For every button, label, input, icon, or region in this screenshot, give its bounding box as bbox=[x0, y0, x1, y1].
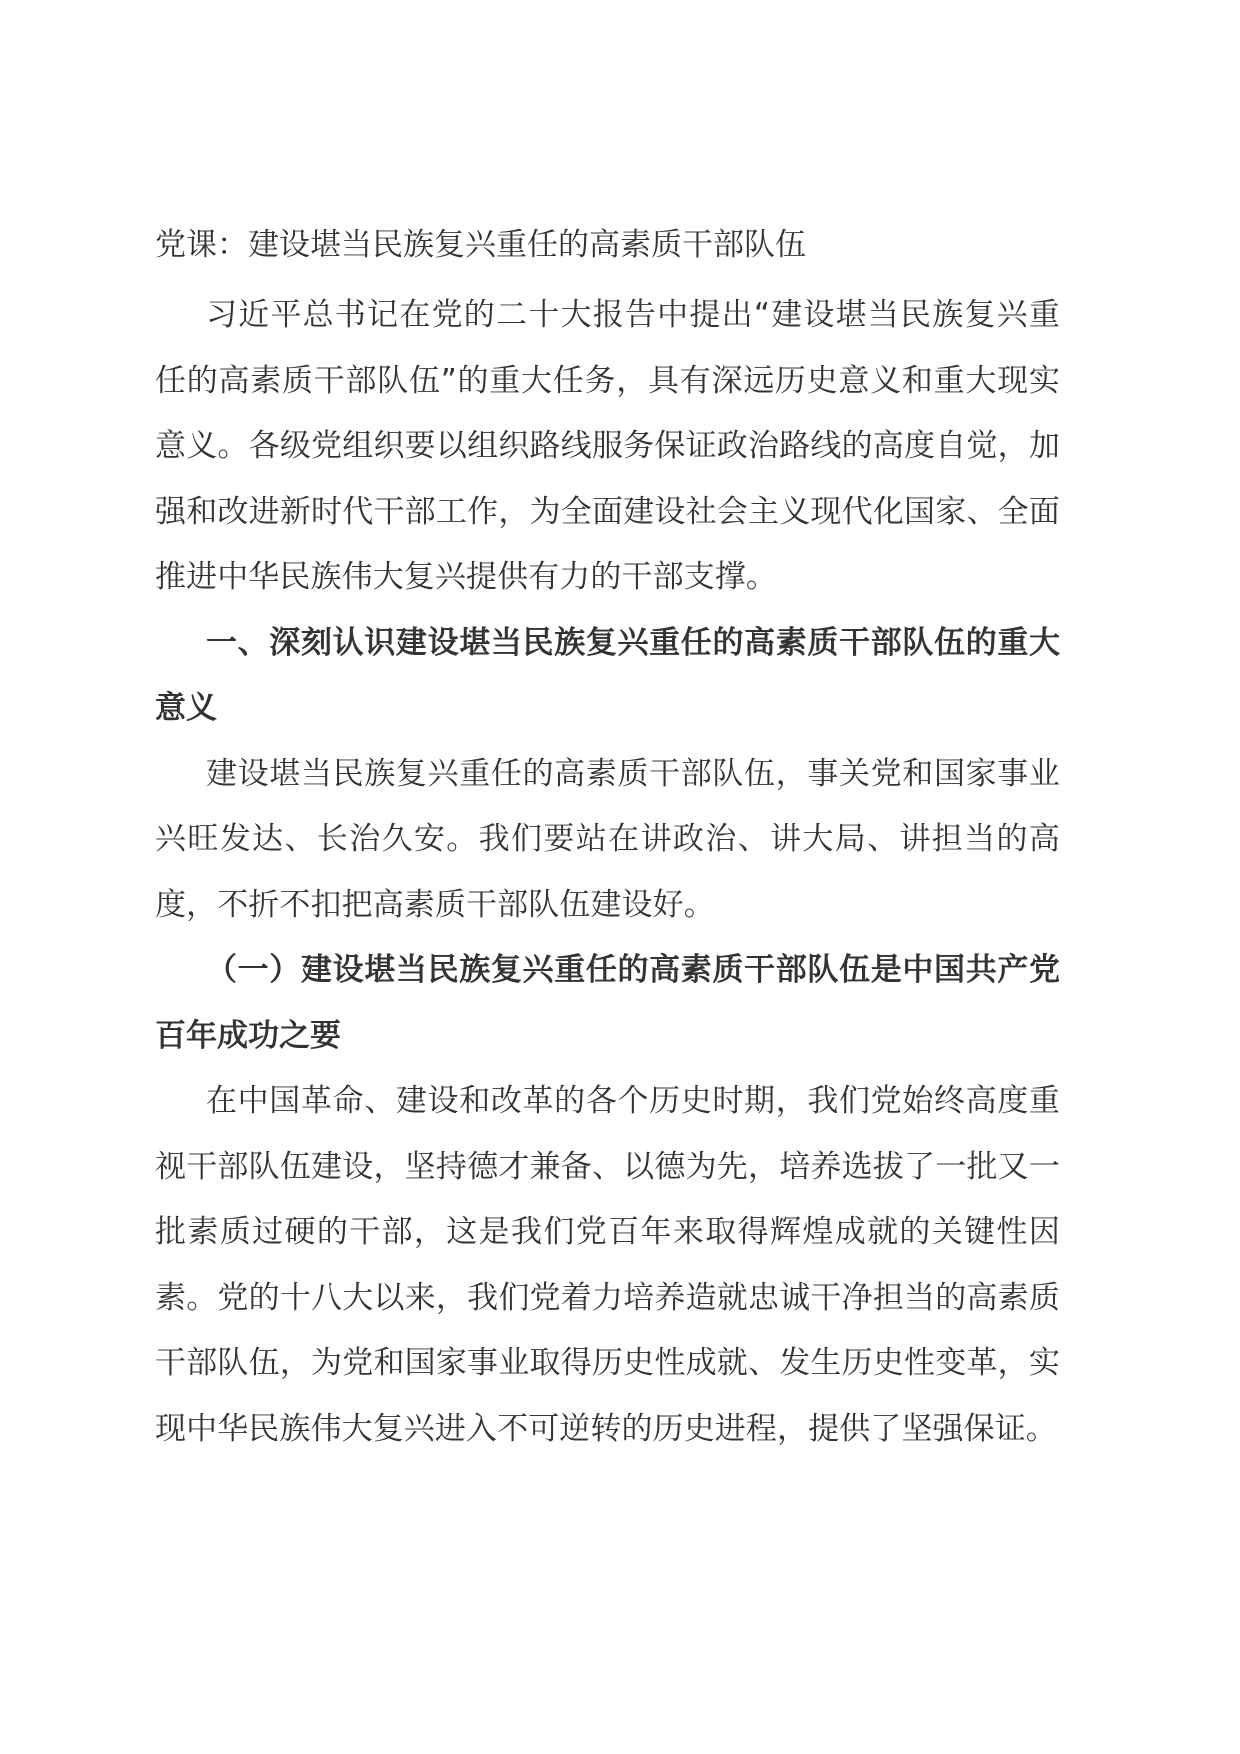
intro-paragraph: 习近平总书记在党的二十大报告中提出“建设堪当民族复兴重任的高素质干部队伍”的重大任务，具有深远历史意义和重大现实意义。各级党组织要以组织路线服务保证政治路线的高度自觉，加强和改进新时代干部工作，为全面建设社会主义现代化国家、全面推进中华民族伟大复兴提供有力的干部支撑。 bbox=[155, 297, 1060, 595]
subsection-1-paragraph: 在中国革命、建设和改革的各个历史时期，我们党始终高度重视干部队伍建设，坚持德才兼备、以德为先，培养选拔了一批又一批素质过硬的干部，这是我们党百年来取得辉煌成就的关键性因素。党的十八大以来，我们党着力培养造就忠诚干净担当的高素质干部队伍，为党和国家事业取得历史性成就、发生历史性变革，实现中华民族伟大复兴进入不可逆转的历史进程，提供了坚强保证。 bbox=[155, 1083, 1060, 1447]
subsection-heading-1: （一）建设堪当民族复兴重任的高素质干部队伍是中国共产党百年成功之要 bbox=[155, 952, 1060, 1054]
section-1-paragraph: 建设堪当民族复兴重任的高素质干部队伍，事关党和国家事业兴旺发达、长治久安。我们要站在讲政治、讲大局、讲担当的高度，不折不扣把高素质干部队伍建设好。 bbox=[155, 755, 1060, 923]
document-title: 党课：建设堪当民族复兴重任的高素质干部队伍 bbox=[155, 227, 806, 263]
document-body bbox=[155, 219, 1060, 1462]
section-heading-1: 一、深刻认识建设堪当民族复兴重任的高素质干部队伍的重大意义 bbox=[155, 624, 1060, 726]
